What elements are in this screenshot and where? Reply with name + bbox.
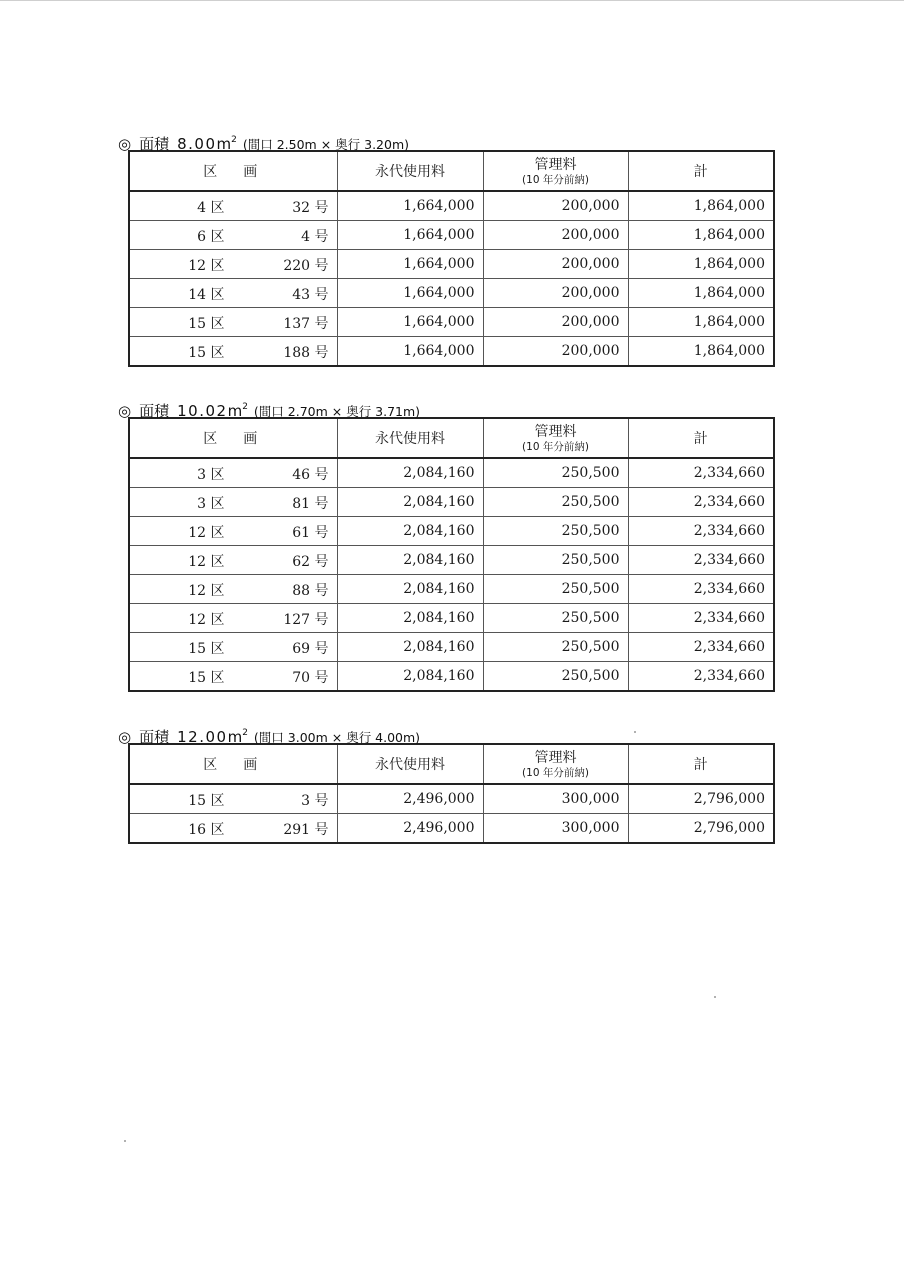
cell-eidai: 2,496,000: [337, 784, 483, 814]
cell-kukaku: [129, 814, 337, 844]
cell-eidai: 2,084,160: [337, 546, 483, 575]
cell-eidai: 1,664,000: [337, 308, 483, 337]
cell-go: 43 号: [292, 287, 329, 303]
cell-kanri: 300,000: [483, 814, 628, 844]
cell-ku: 14 区: [188, 287, 225, 303]
cell-kukaku: [129, 633, 337, 662]
scan-speck: [124, 1140, 126, 1142]
table-header-row: [129, 151, 774, 191]
area-unit-sup: 2: [242, 728, 248, 738]
header-total: 計: [628, 744, 774, 784]
table-row: [129, 250, 774, 279]
area-heading: [118, 130, 778, 153]
cell-go: 61 号: [292, 525, 329, 541]
cell-kanri: 200,000: [483, 279, 628, 308]
cell-go: 188 号: [283, 345, 329, 361]
cell-ku: 12 区: [188, 612, 225, 628]
cell-ku: 15 区: [188, 345, 225, 361]
cell-eidai: 2,084,160: [337, 604, 483, 633]
cell-go: 4 号: [301, 229, 329, 245]
area-unit: m: [216, 135, 232, 153]
table-header-row: [129, 418, 774, 458]
cell-ku: 16 区: [188, 822, 225, 838]
table-row: [129, 517, 774, 546]
area-section-8: [118, 130, 778, 367]
cell-eidai: 2,084,160: [337, 517, 483, 546]
cell-eidai: 1,664,000: [337, 279, 483, 308]
header-kanri-main: 管理料: [534, 423, 577, 440]
cell-ku: 12 区: [188, 554, 225, 570]
cell-kukaku: [129, 279, 337, 308]
cell-ku: 6 区: [197, 229, 225, 245]
header-eidai: 永代使用料: [337, 151, 483, 191]
table-row: [129, 604, 774, 633]
cell-total: 1,864,000: [628, 191, 774, 221]
cell-eidai: 2,084,160: [337, 633, 483, 662]
cell-kanri: 250,500: [483, 633, 628, 662]
cell-total: 1,864,000: [628, 221, 774, 250]
cell-go: 46 号: [292, 467, 329, 483]
cell-kukaku: [129, 517, 337, 546]
cell-eidai: 1,664,000: [337, 191, 483, 221]
cell-go: 127 号: [283, 612, 329, 628]
cell-kanri: 250,500: [483, 517, 628, 546]
header-kukaku: 区 画: [129, 151, 337, 191]
header-kanri-main: 管理料: [534, 156, 577, 173]
scan-speck: [634, 731, 636, 733]
table-row: [129, 221, 774, 250]
cell-kanri: 200,000: [483, 221, 628, 250]
area-unit-sup: 2: [242, 402, 248, 412]
cell-ku: 15 区: [188, 641, 225, 657]
cell-total: 2,334,660: [628, 662, 774, 692]
area-section-12: [118, 723, 778, 844]
header-kanri: [483, 151, 628, 191]
cell-eidai: 1,664,000: [337, 221, 483, 250]
area-label: 面積: [139, 402, 170, 420]
table-header-row: [129, 744, 774, 784]
area-unit-sup: 2: [231, 135, 237, 145]
header-eidai: 永代使用料: [337, 418, 483, 458]
cell-go: 62 号: [292, 554, 329, 570]
cell-ku: 3 区: [197, 467, 225, 483]
cell-go: 291 号: [283, 822, 329, 838]
cell-total: 2,334,660: [628, 604, 774, 633]
cell-kanri: 250,500: [483, 488, 628, 517]
cell-kanri: 300,000: [483, 784, 628, 814]
cell-kukaku: [129, 488, 337, 517]
cell-kanri: 200,000: [483, 191, 628, 221]
header-eidai: 永代使用料: [337, 744, 483, 784]
cell-kukaku: [129, 604, 337, 633]
header-total: 計: [628, 418, 774, 458]
table-row: [129, 488, 774, 517]
area-section-10: [118, 397, 778, 692]
header-total: 計: [628, 151, 774, 191]
cell-eidai: 2,084,160: [337, 575, 483, 604]
cell-ku: 15 区: [188, 670, 225, 686]
cell-ku: 3 区: [197, 496, 225, 512]
area-dimensions: (間口 2.50m × 奥行 3.20m): [242, 137, 410, 152]
scan-speck: [714, 996, 716, 998]
cell-total: 2,334,660: [628, 488, 774, 517]
cell-total: 1,864,000: [628, 308, 774, 337]
cell-total: 1,864,000: [628, 337, 774, 367]
area-dimensions: (間口 3.00m × 奥行 4.00m): [253, 730, 421, 745]
header-kukaku: 区 画: [129, 418, 337, 458]
cell-go: 69 号: [292, 641, 329, 657]
cell-eidai: 2,084,160: [337, 488, 483, 517]
double-circle-icon: ◎: [118, 728, 132, 746]
cell-kanri: 250,500: [483, 604, 628, 633]
header-kanri-sub: (10 年分前納): [522, 440, 589, 453]
cell-go: 32 号: [292, 200, 329, 216]
area-value: 12.00: [177, 728, 228, 746]
cell-kukaku: [129, 662, 337, 692]
header-kukaku: 区 画: [129, 744, 337, 784]
table-row: [129, 337, 774, 367]
cell-total: 1,864,000: [628, 250, 774, 279]
cell-eidai: 1,664,000: [337, 250, 483, 279]
table-row: [129, 814, 774, 844]
cell-kanri: 250,500: [483, 575, 628, 604]
header-kanri-sub: (10 年分前納): [522, 766, 589, 779]
table-row: [129, 458, 774, 488]
cell-total: 2,334,660: [628, 633, 774, 662]
cell-ku: 12 区: [188, 525, 225, 541]
cell-eidai: 2,084,160: [337, 458, 483, 488]
cell-total: 2,796,000: [628, 784, 774, 814]
cell-total: 2,796,000: [628, 814, 774, 844]
cell-ku: 12 区: [188, 583, 225, 599]
area-unit: m: [227, 728, 243, 746]
area-value: 10.02: [177, 402, 228, 420]
area-unit: m: [227, 402, 243, 420]
table-row: [129, 279, 774, 308]
cell-kanri: 200,000: [483, 337, 628, 367]
area-heading: [118, 397, 778, 420]
cell-kukaku: [129, 308, 337, 337]
price-table: [128, 417, 775, 692]
header-kanri-sub: (10 年分前納): [522, 173, 589, 186]
table-body: [129, 191, 774, 366]
cell-kanri: 200,000: [483, 250, 628, 279]
double-circle-icon: ◎: [118, 135, 132, 153]
cell-total: 1,864,000: [628, 279, 774, 308]
cell-go: 220 号: [283, 258, 329, 274]
area-heading: [118, 723, 778, 746]
cell-ku: 12 区: [188, 258, 225, 274]
cell-kanri: 250,500: [483, 662, 628, 692]
header-kanri: [483, 744, 628, 784]
area-label: 面積: [139, 135, 170, 153]
cell-eidai: 1,664,000: [337, 337, 483, 367]
table-row: [129, 308, 774, 337]
cell-total: 2,334,660: [628, 458, 774, 488]
table-row: [129, 633, 774, 662]
cell-go: 88 号: [292, 583, 329, 599]
cell-kukaku: [129, 337, 337, 367]
cell-kukaku: [129, 546, 337, 575]
table-row: [129, 662, 774, 692]
table-body: [129, 458, 774, 691]
cell-go: 3 号: [301, 793, 329, 809]
cell-go: 70 号: [292, 670, 329, 686]
cell-eidai: 2,084,160: [337, 662, 483, 692]
area-label: 面積: [139, 728, 170, 746]
price-table: [128, 150, 775, 367]
header-kanri-main: 管理料: [534, 749, 577, 766]
cell-ku: 15 区: [188, 316, 225, 332]
cell-kukaku: [129, 250, 337, 279]
cell-total: 2,334,660: [628, 575, 774, 604]
price-table: [128, 743, 775, 844]
cell-kanri: 250,500: [483, 546, 628, 575]
header-kanri: [483, 418, 628, 458]
cell-eidai: 2,496,000: [337, 814, 483, 844]
cell-ku: 15 区: [188, 793, 225, 809]
cell-kukaku: [129, 221, 337, 250]
table-row: [129, 784, 774, 814]
cell-kukaku: [129, 575, 337, 604]
table-row: [129, 575, 774, 604]
cell-kukaku: [129, 191, 337, 221]
table-row: [129, 546, 774, 575]
cell-ku: 4 区: [197, 200, 225, 216]
cell-go: 81 号: [292, 496, 329, 512]
double-circle-icon: ◎: [118, 402, 132, 420]
cell-total: 2,334,660: [628, 546, 774, 575]
cell-total: 2,334,660: [628, 517, 774, 546]
area-value: 8.00: [177, 135, 217, 153]
cell-kanri: 250,500: [483, 458, 628, 488]
table-body: [129, 784, 774, 843]
cell-kukaku: [129, 458, 337, 488]
table-row: [129, 191, 774, 221]
cell-kanri: 200,000: [483, 308, 628, 337]
area-dimensions: (間口 2.70m × 奥行 3.71m): [253, 404, 421, 419]
scan-edge: [0, 0, 904, 5]
cell-go: 137 号: [283, 316, 329, 332]
cell-kukaku: [129, 784, 337, 814]
